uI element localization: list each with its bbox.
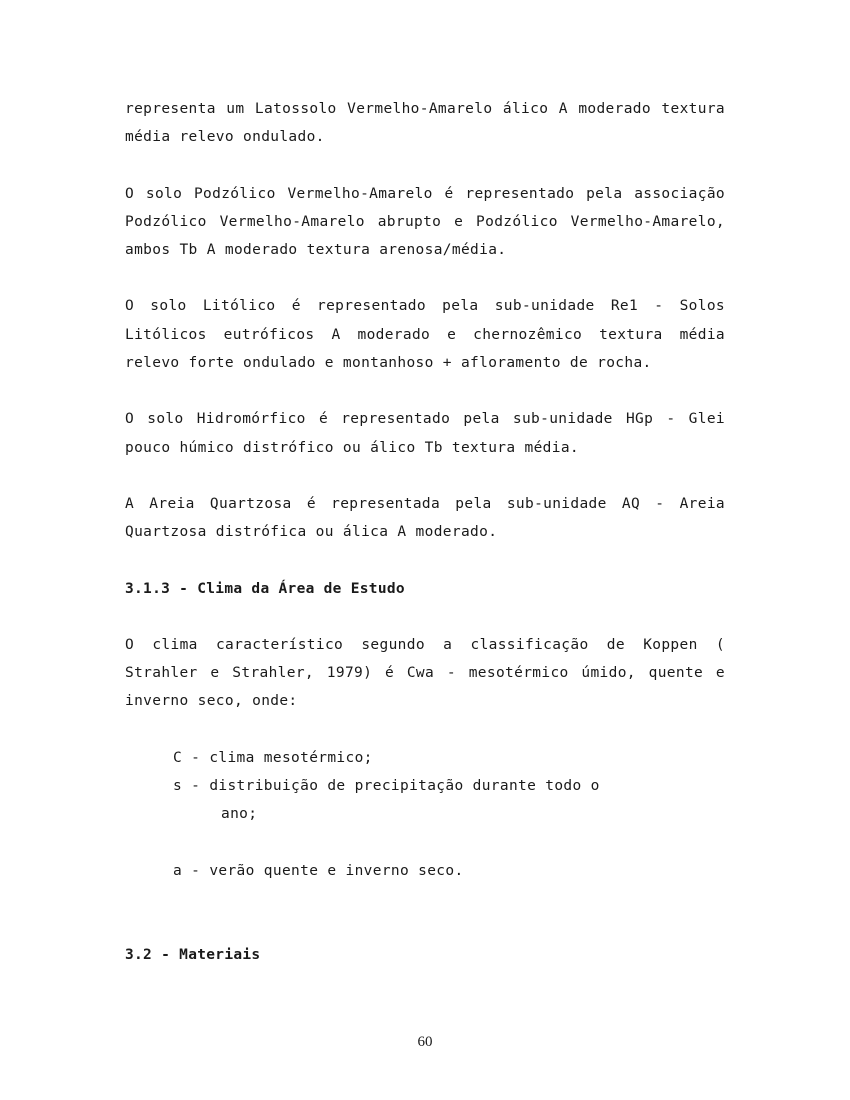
list-item-a: a - verão quente e inverno seco. (173, 862, 464, 879)
paragraph-litolico: O solo Litólico é representado pela sub-unidade Re1 - Solos Litólicos eutróficos A moderado e chernozêmico textura média relevo forte ondulado e montanhoso + afloramento de rocha. (125, 298, 725, 372)
paragraph-podzolico: O solo Podzólico Vermelho-Amarelo é representado pela associação Podzólico Vermelho-Amarelo abrupto e Podzólico Vermelho-Amarelo, ambos Tb A moderado textura arenosa/média. (125, 185, 725, 259)
section-heading-clima: 3.1.3 - Clima da Área de Estudo (125, 580, 405, 597)
paragraph-latossolo: representa um Latossolo Vermelho-Amarelo álico A moderado textura média relevo ondulado. (125, 101, 725, 146)
list-item-c: C - clima mesotérmico; (173, 749, 373, 766)
page-number: 60 (417, 1034, 433, 1050)
list-item-s: s - distribuição de precipitação durante todo o ano; (125, 772, 725, 829)
section-heading-materiais: 3.2 - Materiais (125, 946, 261, 963)
climate-classification-list (125, 744, 725, 885)
paragraph-hidromorfico: O solo Hidromórfico é representado pela sub-unidade HGp - Glei pouco húmico distrófico ou álico Tb textura média. (125, 411, 725, 456)
list-item-s-continuation: ano; (221, 806, 258, 823)
paragraph-clima: O clima característico segundo a classificação de Koppen ( Strahler e Strahler, 1979) é Cwa - mesotérmico úmido, quente e inverno seco, onde: (125, 636, 725, 710)
paragraph-areia-quartzosa: A Areia Quartzosa é representada pela sub-unidade AQ - Areia Quartzosa distrófica ou álica A moderado. (125, 495, 725, 541)
document-page (125, 95, 725, 997)
